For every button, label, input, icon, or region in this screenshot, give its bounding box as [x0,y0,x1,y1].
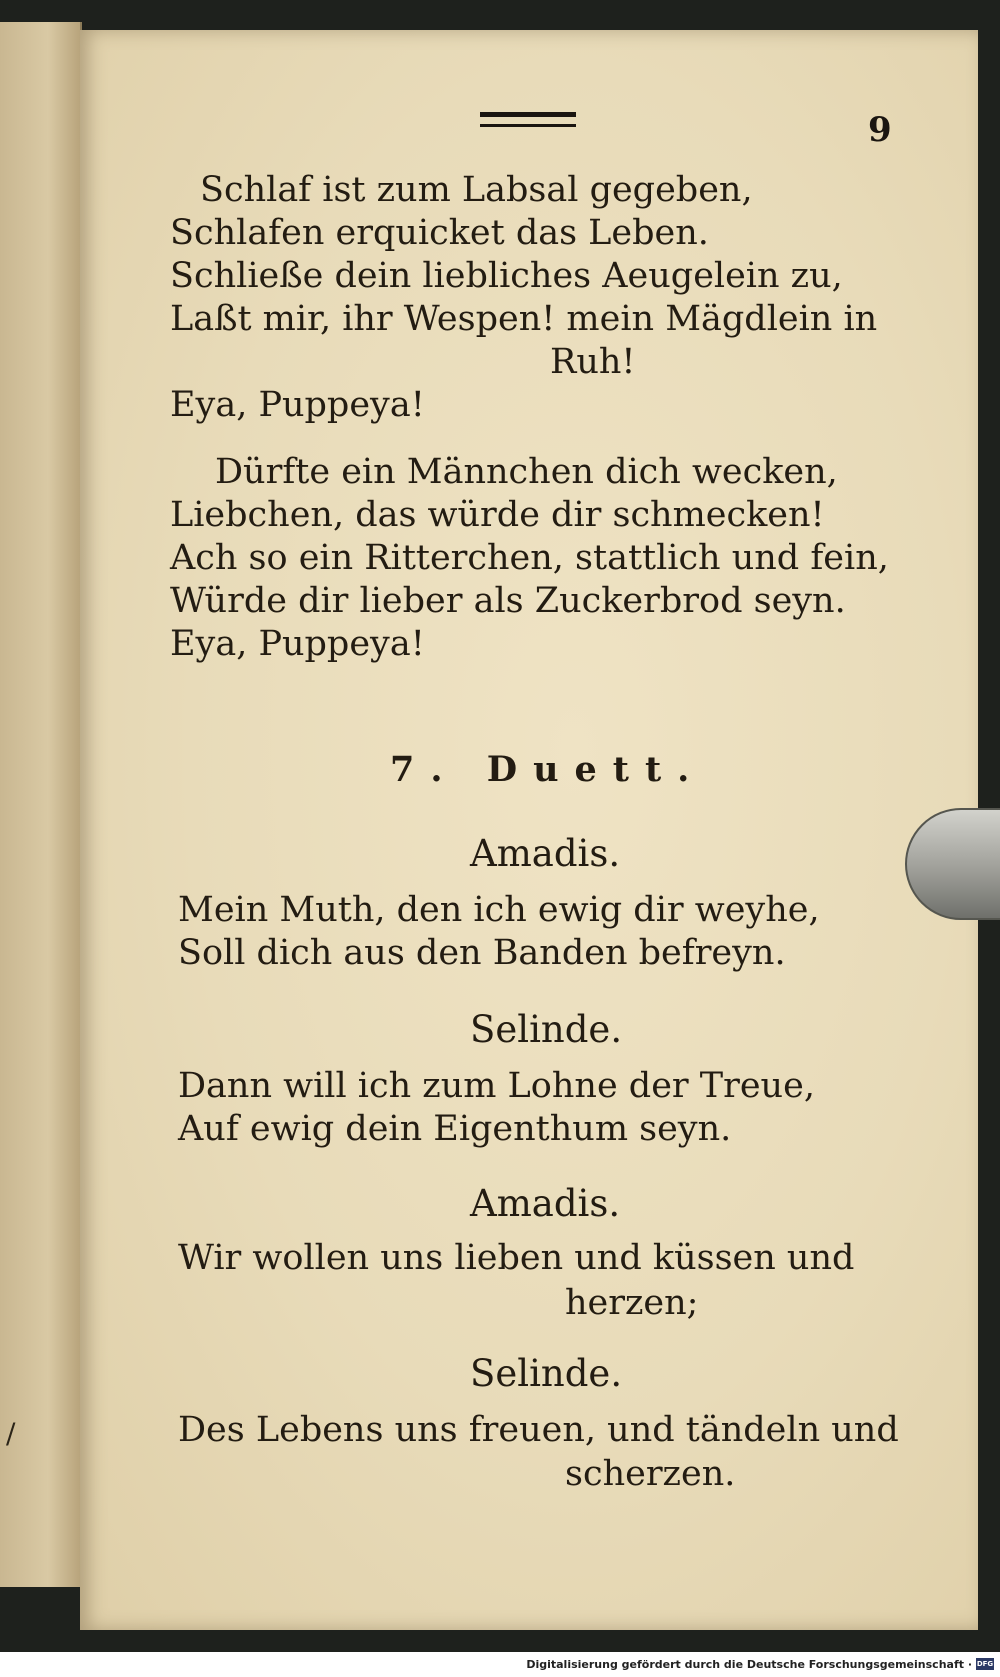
verse-line: Dann will ich zum Lohne der Treue, [178,1066,815,1106]
section-title: 7. Duett. [390,749,706,790]
stanza-2-line-2: Liebchen, das würde dir schmecken! [170,495,825,535]
stanza-2-line-3: Ach so ein Ritterchen, stattlich und fein, [170,538,889,578]
footer-credit: Digitalisierung gefördert durch die Deutsche Forschungsgemeinschaft · [526,1658,972,1671]
verse-line: Des Lebens uns freuen, und tändeln und [178,1410,899,1450]
stanza-2-line-1: Dürfte ein Männchen dich wecken, [215,452,838,492]
verse-line: Auf ewig dein Eigenthum seyn. [178,1109,732,1149]
stanza-1-line-2: Schlafen erquicket das Leben. [170,213,709,253]
page-number: 9 [868,110,892,150]
speaker-label: Selinde. [470,1008,623,1051]
speaker-label: Amadis. [470,832,621,875]
header-rule [480,112,576,117]
left-page-edge [0,22,82,1587]
margin-mark: / [6,1417,16,1450]
verse-line: Soll dich aus den Banden befreyn. [178,933,786,973]
speaker-label: Selinde. [470,1352,623,1395]
stanza-2-refrain: Eya, Puppeya! [170,624,425,664]
stanza-1-line-1: Schlaf ist zum Labsal gegeben, [200,170,753,210]
header-rule-thin [480,124,576,127]
stanza-1-line-5: Ruh! [550,342,636,382]
speaker-label: Amadis. [470,1182,621,1225]
stanza-2-line-4: Würde dir lieber als Zuckerbrod seyn. [170,581,846,621]
stanza-1-line-4: Laßt mir, ihr Wespen! mein Mägdlein in [170,299,878,339]
verse-line: Wir wollen uns lieben und küssen und [178,1238,855,1278]
verse-line: Mein Muth, den ich ewig dir weyhe, [178,890,820,930]
stanza-1-line-3: Schließe dein liebliches Aeugelein zu, [170,256,843,296]
stanza-1-refrain: Eya, Puppeya! [170,385,425,425]
verse-line-continuation: scherzen. [565,1454,736,1494]
verse-line-continuation: herzen; [565,1283,699,1323]
dfg-logo: DFG [976,1660,994,1668]
footer-bar [0,1652,1000,1677]
